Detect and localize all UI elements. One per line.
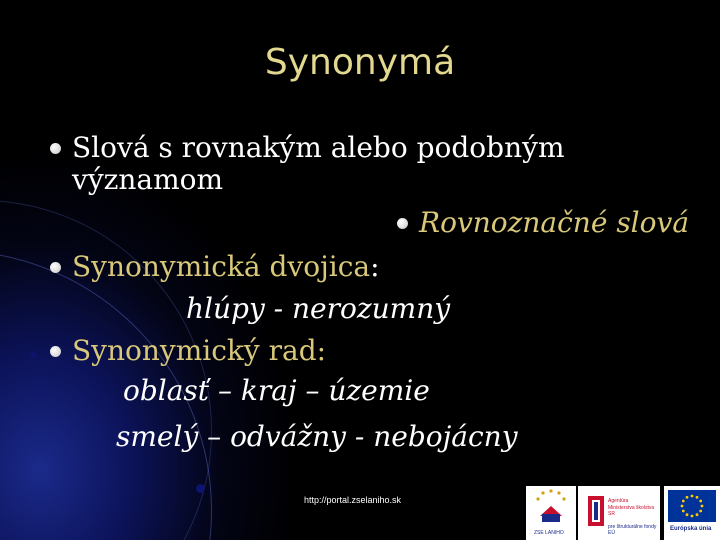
synonym-row: smelý – odvážny - nebojácny [116,420,518,453]
agency-caption-line: Agentúra [608,498,629,504]
eu-caption: Európska únia [670,526,712,532]
slide-title: Synonymá [264,42,456,83]
bullet-text-continuation: významom [72,163,224,196]
bullet-icon [50,143,61,154]
bullet-icon [397,218,408,229]
bullet-label-colon: : [370,250,380,283]
bullet-label: Synonymický rad: [72,334,327,367]
eu-logo [664,486,720,540]
footer-url[interactable]: http://portal.zselaniho.sk [304,495,402,505]
synonym-pair: hlúpy - nerozumný [186,292,451,325]
synonym-row: oblasť – kraj – územie [123,374,430,407]
agency-caption-line: Ministerstva školstva SR [608,505,655,517]
sub-bullet-text: Rovnoznačné slová [419,206,690,239]
bullet-label: Synonymická dvojica [72,250,371,283]
agency-logo [578,486,660,540]
bullet-icon [50,346,61,357]
school-logo-caption: ZSE LANIHO [534,530,564,536]
background-dot [30,352,36,358]
bullet-text [72,251,380,283]
background-dot [196,484,205,493]
bullet-text: Slová s rovnakým alebo podobným [72,131,565,164]
school-logo-icon [526,486,576,526]
eu-flag-icon [668,490,716,522]
agency-caption-line: pre štrukturálne fondy EÚ [608,524,657,536]
bullet-icon [50,262,61,273]
school-logo [526,486,576,540]
